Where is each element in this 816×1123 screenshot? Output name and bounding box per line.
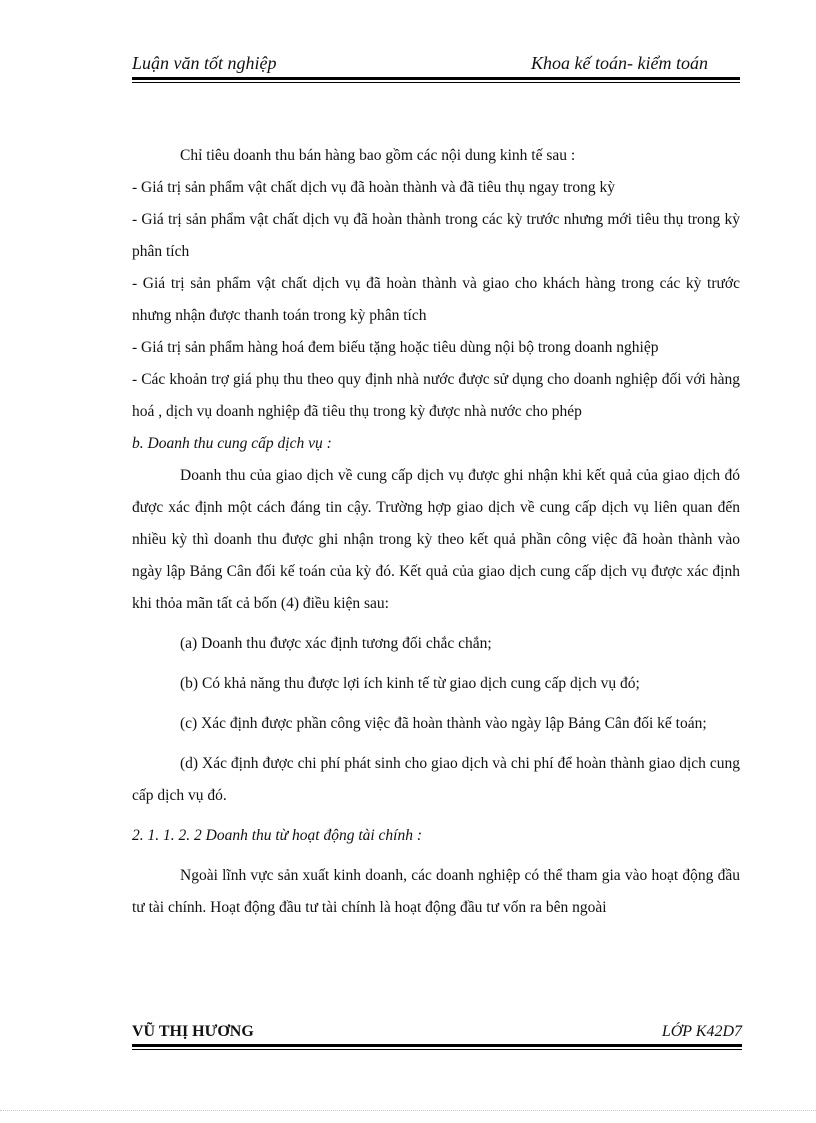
paragraph: (d) Xác định được chi phí phát sinh cho giao dịch và chi phí để hoàn thành giao dịch cung cấp dịch vụ đó. <box>132 755 740 804</box>
document-body <box>132 140 740 924</box>
paragraph: - Giá trị sản phẩm vật chất dịch vụ đã hoàn thành trong các kỳ trước nhưng mới tiêu thụ trong kỳ phân tích <box>132 211 740 260</box>
paragraph: - Giá trị sản phẩm vật chất dịch vụ đã hoàn thành và đã tiêu thụ ngay trong kỳ <box>132 179 615 196</box>
page-bottom-dotted-border <box>0 1110 816 1111</box>
paragraph: (c) Xác định được phần công việc đã hoàn thành vào ngày lập Bảng Cân đối kế toán; <box>180 715 707 732</box>
header-department: Khoa kế toán- kiểm toán <box>531 53 708 73</box>
header-thesis-title: Luận văn tốt nghiệp <box>132 53 277 73</box>
paragraph: Chỉ tiêu doanh thu bán hàng bao gồm các nội dung kinh tế sau : <box>180 147 576 164</box>
header-rule-thick <box>132 77 740 80</box>
paragraph: b. Doanh thu cung cấp dịch vụ : <box>132 435 332 452</box>
paragraph: - Giá trị sản phẩm vật chất dịch vụ đã hoàn thành và giao cho khách hàng trong các kỳ trước nhưng nhận được thanh toán trong kỳ phân tích <box>132 275 740 324</box>
paragraph: 2. 1. 1. 2. 2 Doanh thu từ hoạt động tài chính : <box>132 827 423 844</box>
header-rule-thin <box>132 82 740 83</box>
paragraph: (a) Doanh thu được xác định tương đối chắc chắn; <box>180 635 492 652</box>
paragraph: (b) Có khả năng thu được lợi ích kinh tế từ giao dịch cung cấp dịch vụ đó; <box>180 675 640 692</box>
footer-author: VŨ THỊ HƯƠNG <box>132 1023 254 1040</box>
paragraph: Doanh thu của giao dịch về cung cấp dịch vụ được ghi nhận khi kết quả của giao dịch đó được xác định một cách đáng tin cậy. Trường hợp giao dịch về cung cấp dịch vụ liên quan đến nhiều kỳ thì doanh thu được ghi nhận trong kỳ theo kết quả phần công việc đã hoàn thành vào ngày lập Bảng Cân đối kế toán của kỳ đó. Kết quả của giao dịch cung cấp dịch vụ được xác định khi thỏa mãn tất cả bốn (4) điều kiện sau: <box>132 467 740 612</box>
footer-class: LỚP K42D7 <box>661 1023 742 1040</box>
footer-rule-thick <box>132 1044 742 1047</box>
paragraph: - Các khoản trợ giá phụ thu theo quy định nhà nước được sử dụng cho doanh nghiệp đối với hàng hoá , dịch vụ doanh nghiệp đã tiêu thụ trong kỳ được nhà nước cho phép <box>132 371 740 420</box>
footer-rule-thin <box>132 1049 742 1050</box>
paragraph: Ngoài lĩnh vực sản xuất kinh doanh, các doanh nghiệp có thể tham gia vào hoạt động đầu tư tài chính. Hoạt động đầu tư tài chính là hoạt động đầu tư vốn ra bên ngoài <box>132 867 740 916</box>
paragraph: - Giá trị sản phẩm hàng hoá đem biếu tặng hoặc tiêu dùng nội bộ trong doanh nghiệp <box>132 339 659 356</box>
